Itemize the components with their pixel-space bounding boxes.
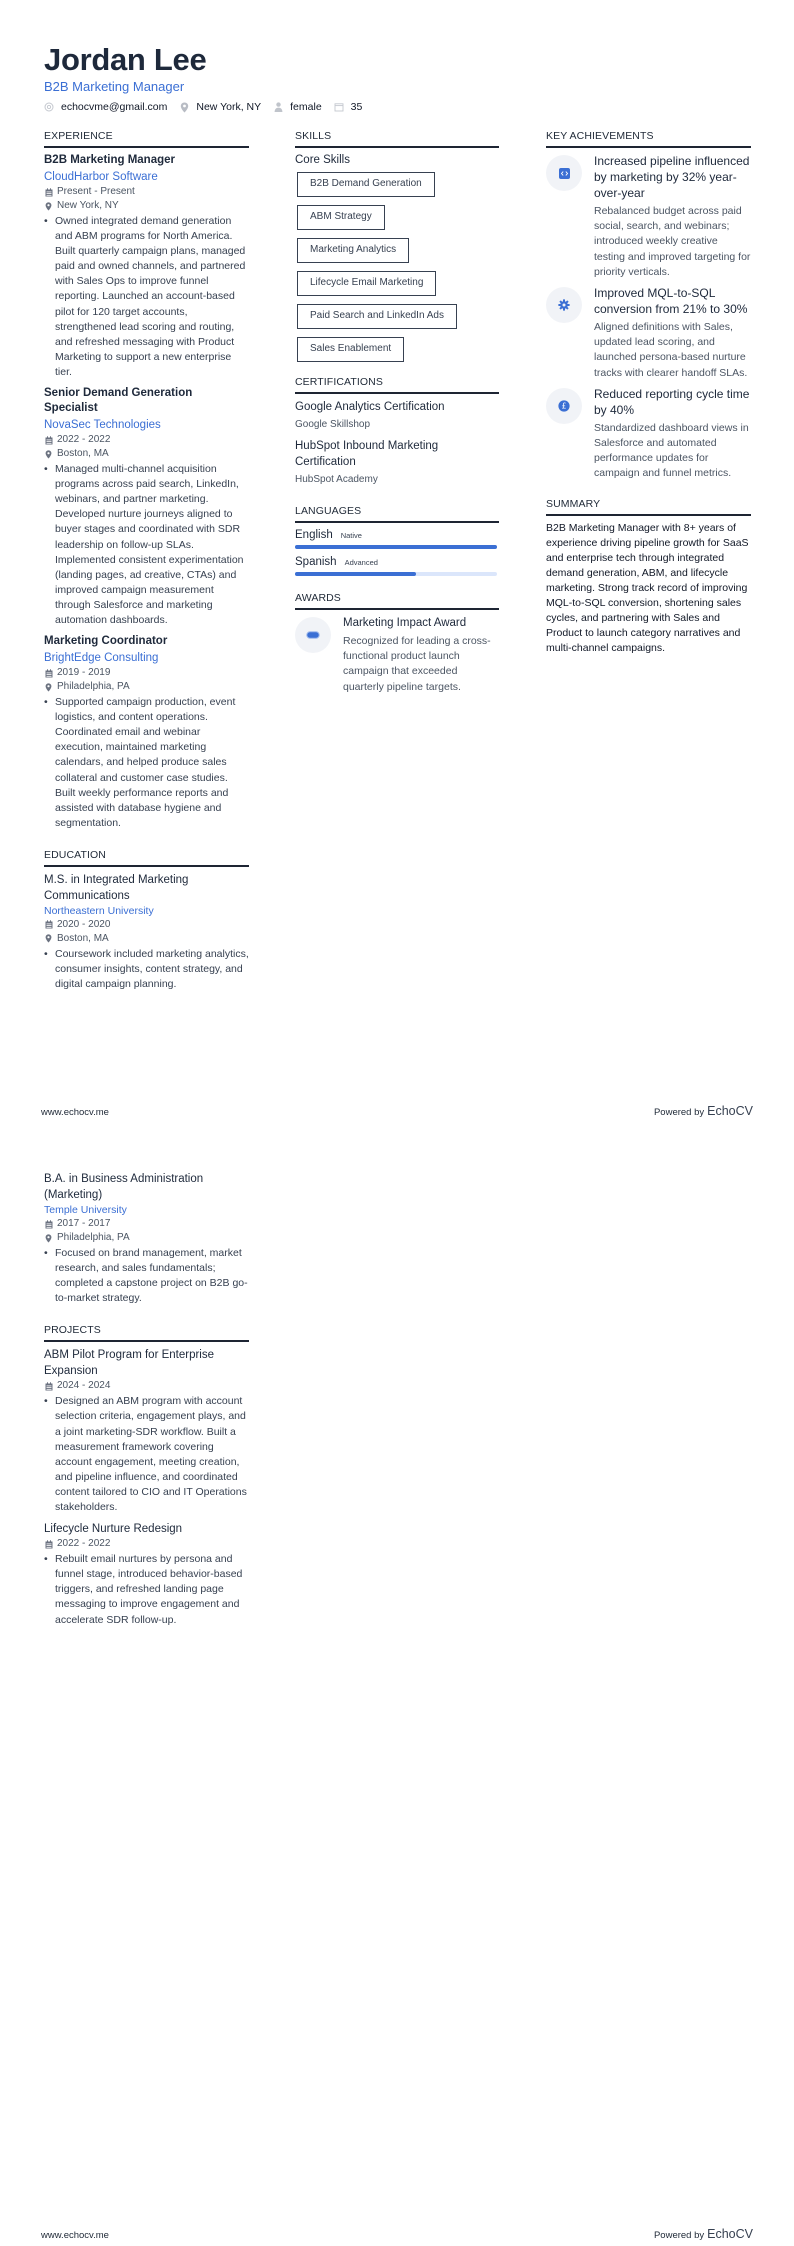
skill-chip: B2B Demand Generation [297,172,435,197]
proficiency-fill [295,572,416,576]
language-level: Advanced [344,558,378,567]
description-text: Managed multi-channel acquisition programs across paid search, LinkedIn, webinars, and partner marketing. Developed nurture journeys aligned to buyer stages and coordinated with SDR leadership on follow-up SLAs. Implemented consistent experimentation (landing pages, ad creative, CTAs) and improved campaign measurement through Salesforce and marketing automation dashboards. [55,463,244,626]
map-pin-icon [179,102,189,112]
date-separator: - [91,186,101,197]
left-column-continued [44,1171,249,1634]
candidate-title: B2B Marketing Manager [44,79,185,94]
calendar-icon [334,102,344,112]
skill-chip-list [295,172,499,370]
location-text: Boston, MA [57,932,109,944]
contact-gender [273,101,322,113]
school-name: Temple University [44,1204,127,1216]
at-icon [44,102,54,112]
achievement-description: Standardized dashboard views in Salesforce and automated performance updates for campaign and funnel metrics. [594,421,749,480]
education-dates [44,918,249,932]
company-name: CloudHarbor Software [44,171,158,183]
summary-text: B2B Marketing Manager with 8+ years of experience driving pipeline growth for SaaS and enterprise tech through integrated demand generation, ABM, and lifecycle marketing. Strong track record of improving MQL-to-SQL conversion, shortening sales cycles, and partnering with Sales and Product to launch category narratives and multi-channel campaigns. [546,521,749,655]
skill-chip: Paid Search and LinkedIn Ads [297,304,457,329]
education-location [44,1231,249,1245]
achievement-item [546,386,751,482]
award-item [295,615,499,695]
svg-text:£: £ [561,401,567,411]
description-text: Owned integrated demand generation and ABM programs for North America. Built quarterly campaign plans, managed paid and owned channels, and partnered with Sales Ops to improve funnel reporting. Launched an account-based pilot for 120 target accounts, strengthened lead scoring and routing, and refreshed messaging with Product Marketing to support a new enterprise tier. [55,215,246,378]
map-pin-icon [44,934,53,943]
start-date: 2022 [57,1538,80,1550]
left-column [44,130,249,998]
achievement-title: Reduced reporting cycle time by 40% [594,386,750,417]
skills-heading: SKILLS [295,130,499,148]
description-text: Supported campaign production, event logistics, and content operations. Coordinated email and webinar execution, maintained marketing calendars, and helped produce sales collateral and customer case studies. Built weekly performance reports and assisted with database hygiene and segmentation. [55,696,236,829]
experience-item [44,634,249,831]
project-name: ABM Pilot Program for Enterprise Expansion [44,1349,215,1378]
language-item [295,555,499,576]
job-dates [44,185,249,199]
resume-header [44,42,374,113]
job-dates [44,666,249,680]
resume-page-2 [0,1123,794,2246]
project-description: • Designed an ABM program with account selection criteria, engagement plays, and a joint marketing-SDR workflow. Built a measurement framework covering account engagement, meeting creation, and pipeline influence, and coordinated content tailored to CIO and IT Operations stakeholders. [44,1394,249,1515]
degree-title: M.S. in Integrated Marketing Communications [44,873,189,902]
certification-name: HubSpot Inbound Marketing Certification [295,440,439,468]
achievement-title: Increased pipeline influenced by marketing by 32% year-over-year [594,154,750,200]
calendar-icon [44,669,53,678]
job-description: • Owned integrated demand generation and ABM programs for North America. Built quarterly campaign plans, managed paid and owned channels, and partnered with Sales Ops to improve funnel reporting. Launched an account-based pilot for 120 target accounts, strengthened lead scoring and routing, and refreshed messaging with Product Marketing to support a new enterprise tier. [44,214,249,380]
awards-heading: AWARDS [295,592,499,610]
candidate-name: Jordan Lee [44,42,207,77]
job-location [44,447,249,461]
language-level: Native [340,531,362,540]
language-name: Spanish [295,556,337,568]
date-separator: - [79,1218,89,1229]
experience-item [44,386,249,628]
footer-powered-by [654,2227,753,2241]
skill-chip: Marketing Analytics [297,238,409,263]
calendar-icon [44,1382,53,1391]
brand-name: EchoCV [707,1104,753,1118]
badge-icon [295,617,331,653]
calendar-icon [44,188,53,197]
contact-row [44,101,374,113]
school-name: Northeastern University [44,904,154,917]
gear-icon [546,287,582,323]
start-date: 2020 [57,918,80,930]
project-dates [44,1537,249,1551]
calendar-icon [44,436,53,445]
code-icon [546,155,582,191]
education-dates [44,1217,249,1231]
end-date: 2017 [88,1218,111,1229]
achievement-description: Aligned definitions with Sales, updated lead scoring, and launched persona-based nurture tracks with clearer handoff SLAs. [594,321,748,379]
calendar-icon [44,920,53,929]
language-item [295,528,499,549]
language-proficiency-bar [295,572,497,576]
certification-issuer: Google Skillshop [295,419,371,430]
certification-item [295,399,499,432]
start-date: 2017 [57,1218,80,1229]
education-description: • Coursework included marketing analytics, consumer insights, content strategy, and digital campaign planning. [44,947,249,992]
description-text: Rebuilt email nurtures by persona and funnel stage, introduced behavior-based triggers, and refreshed landing page messaging to improve engagement and accelerate SDR follow-up. [55,1553,243,1626]
achievements-heading: KEY ACHIEVEMENTS [546,130,751,148]
date-separator: - [79,1538,89,1550]
date-separator: - [79,667,89,679]
achievement-item [546,153,751,280]
certification-issuer: HubSpot Academy [295,474,378,485]
job-title: Marketing Coordinator [44,635,168,648]
project-dates [44,1379,249,1393]
project-description: • Rebuilt email nurtures by persona and funnel stage, introduced behavior-based triggers, and refreshed landing page messaging to improve engagement and accelerate SDR follow-up. [44,1552,249,1627]
company-name: BrightEdge Consulting [44,652,159,665]
projects-heading: PROJECTS [44,1324,249,1342]
job-title: B2B Marketing Manager [44,154,176,166]
contact-location [179,101,261,113]
end-date: 2022 [88,1538,111,1550]
start-date: 2019 [57,667,80,679]
skill-chip: Lifecycle Email Marketing [297,271,436,296]
language-proficiency-bar [295,545,497,549]
degree-title: B.A. in Business Administration (Marketing) [44,1173,204,1201]
award-description: Recognized for leading a cross-functional product launch campaign that exceeded quarterly pipeline targets. [343,635,491,693]
job-location [44,680,249,694]
certification-item [295,438,499,487]
languages-heading: LANGUAGES [295,505,499,523]
page-footer [41,1104,753,1118]
date-separator: - [79,434,89,446]
company-name: NovaSec Technologies [44,419,161,432]
project-item [44,1521,249,1627]
description-text: Coursework included marketing analytics, consumer insights, content strategy, and digital campaign planning. [55,947,249,991]
powered-by-text: Powered by [653,2230,705,2241]
person-icon [273,102,283,112]
education-item [44,872,249,992]
contact-email-text: echocvme@gmail.com [61,101,168,113]
skill-chip: ABM Strategy [297,205,385,230]
powered-by-text: Powered by [653,1107,705,1118]
job-location [44,199,249,213]
map-pin-icon [44,683,53,692]
project-name: Lifecycle Nurture Redesign [44,1523,183,1536]
proficiency-fill [295,545,497,549]
contact-age-text: 35 [350,101,363,113]
location-text: Philadelphia, PA [57,1232,130,1243]
achievement-description: Rebalanced budget across paid social, search, and webinars; introduced weekly creative testing and improved targeting for priority verticals. [594,205,751,278]
skill-group-title: Core Skills [295,154,350,166]
location-text: Boston, MA [57,448,109,460]
experience-heading: EXPERIENCE [44,130,249,148]
job-dates [44,433,249,447]
start-date: Present [57,186,92,197]
contact-gender-text: female [290,101,322,113]
calendar-icon [44,1540,53,1549]
education-description: • Focused on brand management, market research, and sales fundamentals; completed a capstone project on B2B go-to-market strategy. [44,1246,249,1306]
language-name: English [295,529,333,541]
description-text: Designed an ABM program with account selection criteria, engagement plays, and a joint marketing-SDR workflow. Built a measurement framework covering account engagement, meeting creation, and pipeline influence, and coordinated content tailored to CIO and IT Operations stakeholders. [55,1395,247,1514]
right-column [546,130,751,656]
date-separator: - [79,918,89,930]
contact-location-text: New York, NY [196,101,262,113]
contact-age [334,101,363,113]
end-date: 2022 [88,434,111,446]
footer-website-link[interactable]: www.echocv.me [41,2230,109,2241]
brand-name: EchoCV [707,2227,753,2241]
summary-heading: SUMMARY [546,498,751,516]
map-pin-icon [44,202,53,211]
education-location [44,932,249,946]
end-date: 2024 [88,1380,111,1392]
calendar-icon [44,1220,53,1229]
end-date: 2019 [88,667,111,679]
education-item [44,1171,249,1306]
experience-item [44,153,249,380]
project-item [44,1347,249,1515]
certification-name: Google Analytics Certification [295,401,445,413]
middle-column [295,130,499,695]
award-title: Marketing Impact Award [343,617,467,629]
job-description: • Supported campaign production, event logistics, and content operations. Coordinated email and webinar execution, maintained marketing calendars, and helped produce sales collateral and customer case studies. Built weekly performance reports and assisted with database hygiene and segmentation. [44,695,249,831]
skill-chip: Sales Enablement [297,337,404,362]
end-date: Present [100,186,135,197]
map-pin-icon [44,1234,53,1243]
job-description: • Managed multi-channel acquisition programs across paid search, LinkedIn, webinars, and partner marketing. Developed nurture journeys aligned to buyer stages and coordinated with SDR leadership on follow-up SLAs. Implemented consistent experimentation (landing pages, ad creative, CTAs) and improved campaign measurement through Salesforce and marketing automation dashboards. [44,462,249,628]
start-date: 2022 [57,434,80,446]
end-date: 2020 [88,918,111,930]
location-text: Philadelphia, PA [57,681,130,693]
start-date: 2024 [57,1380,80,1392]
map-pin-icon [44,450,53,459]
job-title: Senior Demand Generation Specialist [44,387,193,415]
date-separator: - [79,1380,89,1392]
description-text: Focused on brand management, market research, and sales fundamentals; completed a capstone project on B2B go-to-market strategy. [55,1247,248,1305]
certifications-heading: CERTIFICATIONS [295,376,499,394]
achievement-item [546,285,751,381]
footer-powered-by [654,1104,753,1118]
pound-coin-icon [546,388,582,424]
contact-email [44,101,167,113]
location-text: New York, NY [57,200,119,211]
page-footer [41,2227,753,2241]
achievement-title: Improved MQL-to-SQL conversion from 21% to 30% [594,286,748,317]
footer-website-link[interactable]: www.echocv.me [41,1107,109,1118]
education-heading: EDUCATION [44,849,249,867]
